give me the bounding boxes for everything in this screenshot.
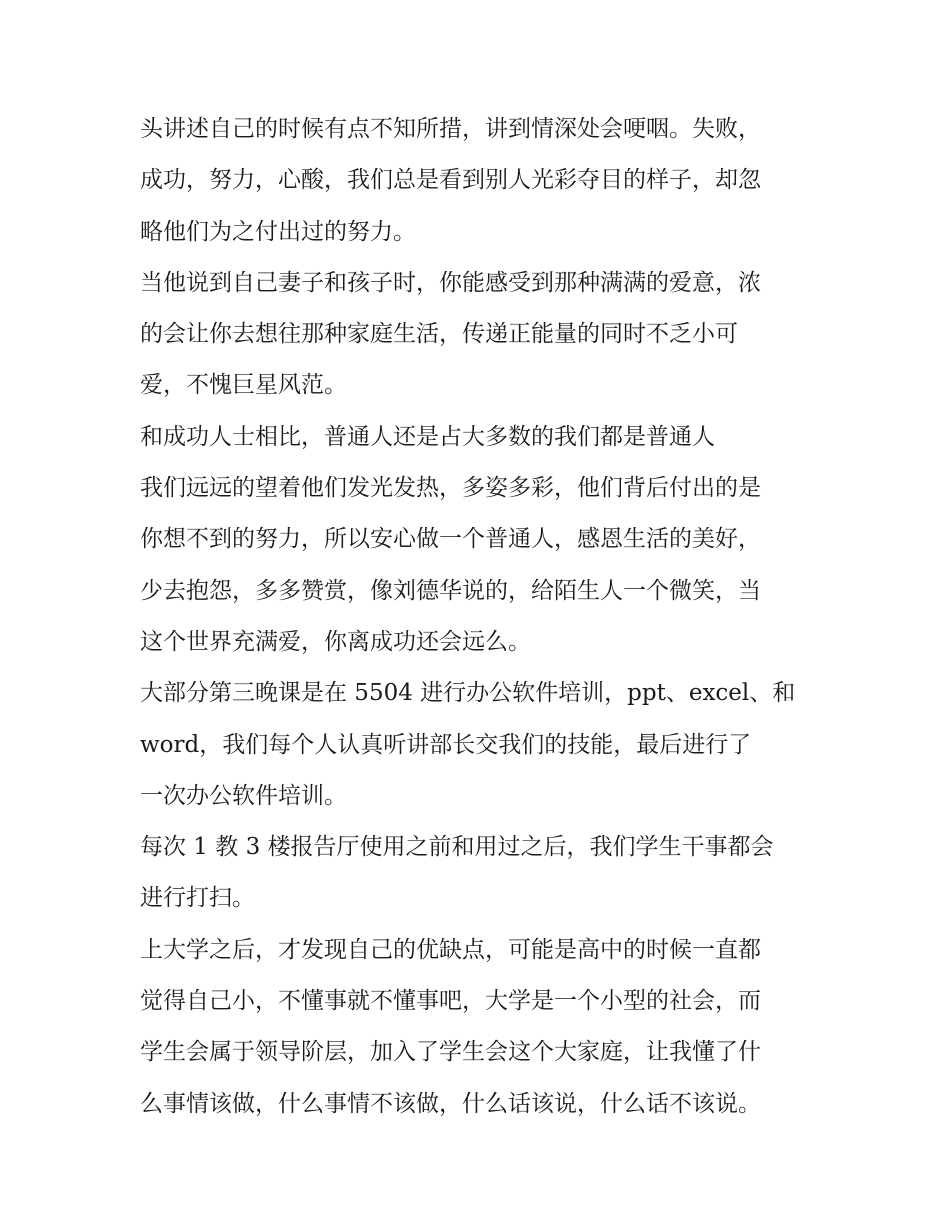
- text-line: 学生会属于领导阶层，加入了学生会这个大家庭，让我懂了什: [140, 1039, 761, 1066]
- text-line: 一次办公软件培训。: [140, 782, 347, 809]
- text-line: 和成功人士相比，普通人还是占大多数的我们都是普通人: [140, 423, 715, 450]
- text-line: 这个世界充满爱，你离成功还会远么。: [140, 628, 531, 655]
- text-line: 头讲述自己的时候有点不知所措，讲到情深处会哽咽。失败，: [140, 116, 761, 142]
- text-line: 的会让你去想往那种家庭生活，传递正能量的同时不乏小可: [140, 321, 738, 348]
- body-text: [140, 104, 816, 1130]
- text-line: 我们远远的望着他们发光发热，多姿多彩，他们背后付出的是: [140, 475, 761, 502]
- text-line: 你想不到的努力，所以安心做一个普通人，感恩生活的美好，: [140, 526, 761, 553]
- text-line: 略他们为之付出过的努力。: [140, 218, 416, 245]
- text-line: 觉得自己小，不懂事就不懂事吧，大学是一个小型的社会，而: [140, 988, 761, 1015]
- text-line: 少去抱怨，多多赞赏，像刘德华说的，给陌生人一个微笑，当: [140, 577, 761, 604]
- text-line: 进行打扫。: [140, 885, 255, 912]
- text-line: 大部分第三晚课是在 5504 进行办公软件培训，ppt、excel、和: [140, 680, 796, 707]
- text-line: 上大学之后，才发现自己的优缺点，可能是高中的时候一直都: [140, 936, 761, 963]
- text-line: 么事情该做，什么事情不该做，什么话该说，什么话不该说。: [140, 1090, 761, 1117]
- text-line: 成功，努力，心酸，我们总是看到别人光彩夺目的样子，却忽: [140, 167, 761, 194]
- text-line: word，我们每个人认真听讲部长交我们的技能，最后进行了: [140, 731, 752, 758]
- text-line: 当他说到自己妻子和孩子时，你能感受到那种满满的爱意，浓: [140, 269, 761, 296]
- text-line: 爱，不愧巨星风范。: [140, 372, 347, 399]
- text-line: 每次 1 教 3 楼报告厅使用之前和用过之后，我们学生干事都会: [140, 834, 774, 861]
